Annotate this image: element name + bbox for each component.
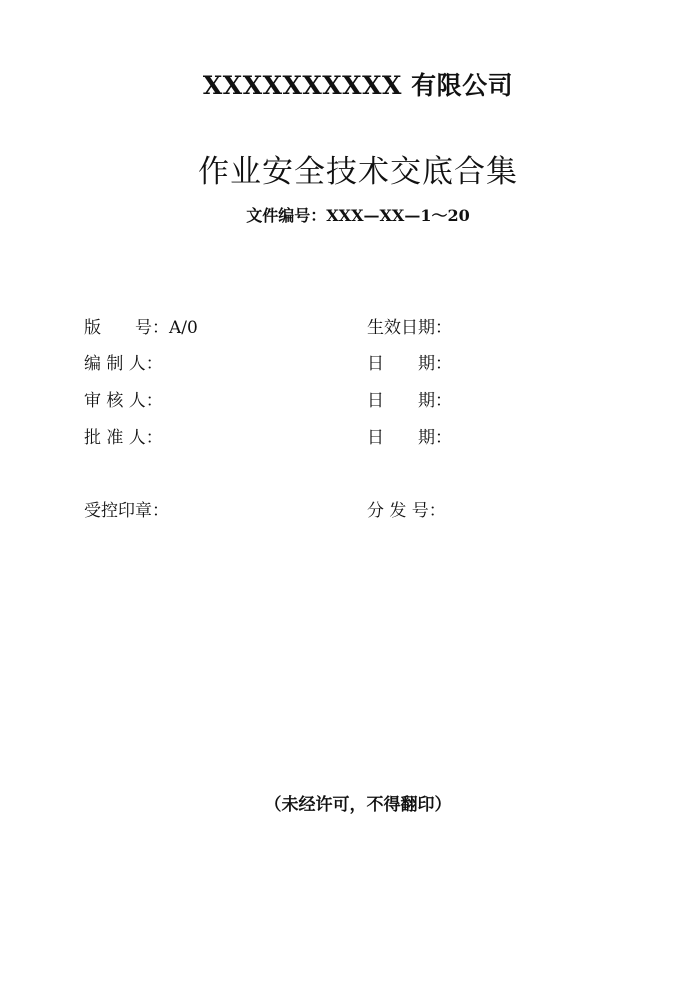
distribution-number-label: 分 发 号： xyxy=(367,501,446,521)
compiler-label: 编 制 人： xyxy=(84,354,163,374)
version-field xyxy=(84,313,198,338)
effective-date-field xyxy=(367,313,452,338)
reproduction-notice: （未经许可，不得翻印） xyxy=(264,795,452,815)
approver-date-field xyxy=(367,423,452,448)
document-title: 作业安全技术交底合集 xyxy=(198,154,518,190)
compiler-date-label: 日 期： xyxy=(367,354,452,374)
distribution-number-field xyxy=(367,496,446,521)
company-name: XXXXXXXXXX 有限公司 xyxy=(202,71,514,100)
compiler-date-field xyxy=(367,349,452,374)
compiler-field xyxy=(84,349,163,374)
reviewer-date-label: 日 期： xyxy=(367,391,452,411)
controlled-seal-field xyxy=(84,496,169,521)
version-label: 版 号： xyxy=(84,318,169,338)
reviewer-field xyxy=(84,386,163,411)
approver-date-label: 日 期： xyxy=(367,428,452,448)
controlled-seal-label: 受控印章： xyxy=(84,501,169,521)
approver-label: 批 准 人： xyxy=(84,428,163,448)
version-value: A/0 xyxy=(169,318,198,338)
document-number: 文件编号：XXX—XX—1～20 xyxy=(246,206,470,225)
reviewer-date-field xyxy=(367,386,452,411)
approver-field xyxy=(84,423,163,448)
reviewer-label: 审 核 人： xyxy=(84,391,163,411)
effective-date-label: 生效日期： xyxy=(367,318,452,338)
